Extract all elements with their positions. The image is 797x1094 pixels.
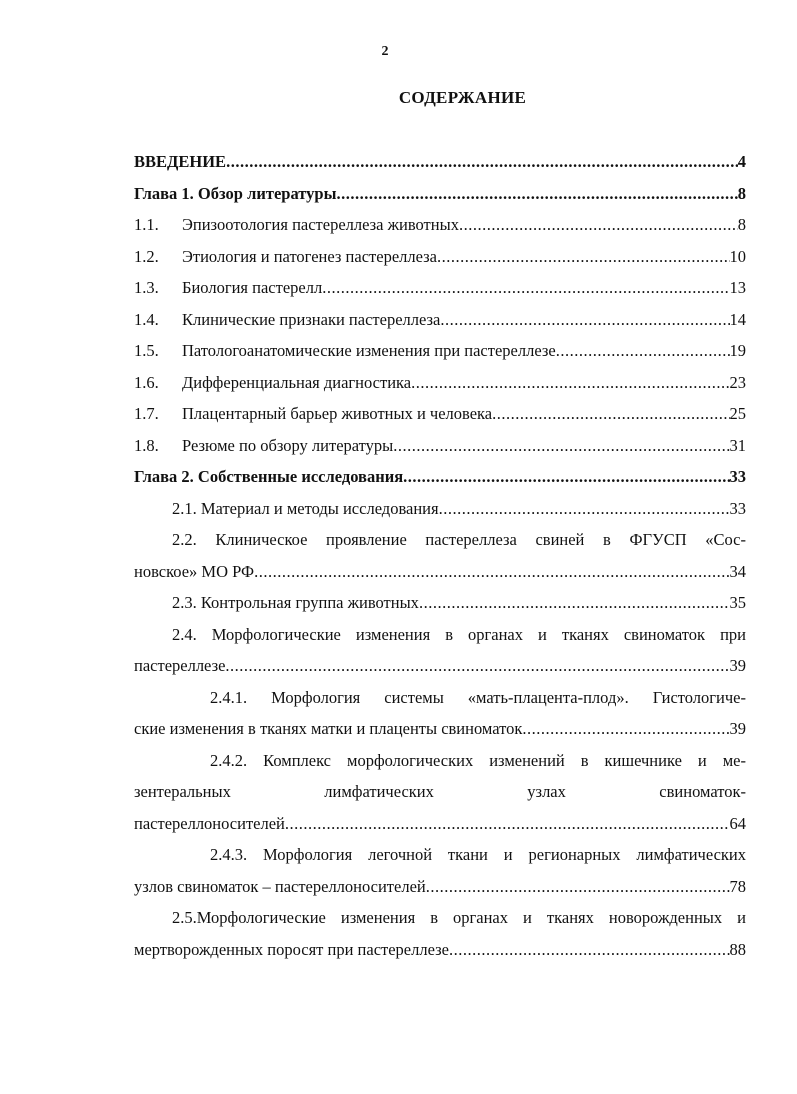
- toc-page-number: 39: [729, 656, 746, 675]
- toc-page-number: 13: [729, 278, 746, 297]
- toc-entry-text: Резюме по обзору литературы: [182, 435, 394, 455]
- toc-page-number: 25: [729, 404, 746, 423]
- toc-entry-text-line-1: 2.4.2. Комплекс морфологических изменений в кишечнике и ме-: [210, 750, 746, 770]
- toc-page-number: 23: [729, 372, 746, 392]
- toc-entry-text: ВВЕДЕНИЕ: [134, 152, 227, 171]
- toc-entry-text: Патологоанатомические изменения при пастереллезе: [182, 341, 556, 360]
- toc-entry-1-4[interactable]: [134, 304, 746, 336]
- toc-entry-2-4-2[interactable]: [134, 745, 746, 840]
- toc-page-number: 35: [729, 593, 746, 612]
- toc-word: узлах: [527, 782, 566, 801]
- toc-entry-text-line-2: ские изменения в тканях матки и плаценты свиноматок: [134, 719, 523, 738]
- toc-section-number: 1.3.: [134, 278, 159, 297]
- toc-page-number: 19: [729, 341, 746, 360]
- toc-page-number: 78: [729, 876, 746, 896]
- toc-entry-text-line-1: 2.4.1. Морфология системы «мать-плацента-плод». Гистологиче-: [210, 687, 746, 707]
- toc-page-number: 8: [737, 183, 746, 203]
- toc-entry-chapter-1[interactable]: [134, 178, 746, 210]
- dot-leader: [226, 146, 738, 178]
- toc-entry-intro[interactable]: [134, 146, 746, 178]
- toc-entry-text: Этиология и патогенез пастереллеза: [182, 246, 437, 266]
- dot-leader: [522, 713, 729, 745]
- toc-word: свиноматок-: [659, 782, 746, 801]
- toc-entry-text-line-2: [134, 776, 746, 808]
- dot-leader: [285, 808, 730, 840]
- toc-entry-2-3[interactable]: [134, 587, 746, 619]
- dot-leader: [439, 493, 730, 525]
- toc-page-number: 10: [729, 246, 746, 266]
- dot-leader: [459, 209, 738, 241]
- toc-entry-text: Дифференциальная диагностика: [182, 372, 412, 392]
- dot-leader: [426, 871, 730, 903]
- toc-entry-text: Глава 2. Собственные исследования: [134, 467, 404, 486]
- toc-page-number: 64: [729, 813, 746, 833]
- toc-entry-text-line-3: пастереллоносителей: [134, 813, 285, 833]
- dot-leader: [437, 241, 730, 273]
- dot-leader: [403, 461, 729, 493]
- dot-leader: [419, 587, 730, 619]
- toc-entry-text-line-1: 2.5.Морфологические изменения в органах и тканях новорожденных и: [172, 908, 746, 927]
- toc-entry-1-2[interactable]: [134, 241, 746, 273]
- toc-page-number: 31: [729, 435, 746, 455]
- toc-entry-2-4-3[interactable]: [134, 839, 746, 902]
- page-number: 2: [381, 44, 389, 59]
- dot-leader: [492, 398, 729, 430]
- toc-entry-1-1[interactable]: [134, 209, 746, 241]
- toc-entry-2-4[interactable]: [134, 619, 746, 682]
- toc-entry-text: Плацентарный барьер животных и человека: [182, 404, 493, 423]
- toc-entry-text: Биология пастерелл: [182, 278, 323, 297]
- toc-entry-2-4-1[interactable]: [134, 682, 746, 745]
- toc-page-number: 34: [729, 561, 746, 581]
- toc-page-number: 33: [729, 467, 746, 486]
- toc-page-number: 4: [737, 152, 746, 171]
- toc-section-number: 1.2.: [134, 246, 159, 266]
- page-title: СОДЕРЖАНИЕ: [398, 88, 527, 107]
- toc-entry-text: Клинические признаки пастереллеза: [182, 309, 441, 329]
- dot-leader: [556, 335, 730, 367]
- toc-entry-chapter-2[interactable]: [134, 461, 746, 493]
- toc-entry-2-1[interactable]: [134, 493, 746, 525]
- toc-section-number: 1.6.: [134, 372, 159, 392]
- toc-page-number: 33: [729, 498, 746, 518]
- dot-leader: [411, 367, 729, 399]
- toc-entry-1-3[interactable]: [134, 272, 746, 304]
- toc-word: лимфатических: [324, 782, 434, 801]
- table-of-contents: [134, 146, 746, 965]
- toc-entry-1-8[interactable]: [134, 430, 746, 462]
- toc-entry-text-line-2: мертворожденных поросят при пастереллезе: [134, 939, 449, 959]
- dot-leader: [393, 430, 729, 462]
- toc-entry-text-line-2: пастереллезе: [134, 656, 226, 675]
- toc-entry-text-line-1: 2.4. Морфологические изменения в органах и тканях свиноматок при: [172, 624, 746, 644]
- toc-page-number: 14: [729, 309, 746, 329]
- toc-entry-1-5[interactable]: [134, 335, 746, 367]
- toc-page-number: 88: [729, 939, 746, 959]
- dot-leader: [440, 304, 729, 336]
- toc-section-number: 1.7.: [134, 404, 159, 423]
- toc-entry-1-6[interactable]: [134, 367, 746, 399]
- toc-entry-text-line-2: новское» МО РФ: [134, 561, 255, 581]
- toc-section-number: 1.4.: [134, 309, 159, 329]
- toc-section-number: 1.5.: [134, 341, 159, 360]
- toc-entry-text-line-2: узлов свиноматок – пастереллоносителей: [134, 876, 426, 896]
- toc-entry-text: Глава 1. Обзор литературы: [134, 183, 337, 203]
- toc-entry-text-line-1: 2.4.3. Морфология легочной ткани и регионарных лимфатических: [210, 845, 746, 864]
- dot-leader: [449, 934, 730, 966]
- toc-entry-text: 2.1. Материал и методы исследования: [172, 498, 439, 518]
- toc-entry-text: Эпизоотология пастереллеза животных: [182, 215, 459, 234]
- toc-entry-2-5[interactable]: [134, 902, 746, 965]
- toc-entry-1-7[interactable]: [134, 398, 746, 430]
- toc-section-number: 1.1.: [134, 215, 159, 234]
- toc-entry-2-2[interactable]: [134, 524, 746, 587]
- toc-entry-text-line-1: 2.2. Клиническое проявление пастереллеза свиней в ФГУСП «Сос-: [172, 530, 746, 549]
- dot-leader: [225, 650, 729, 682]
- dot-leader: [337, 178, 738, 210]
- dot-leader: [322, 272, 729, 304]
- toc-word: зентеральных: [134, 782, 231, 801]
- toc-page-number: 39: [729, 719, 746, 738]
- toc-page-number: 8: [737, 215, 746, 234]
- toc-entry-text: 2.3. Контрольная группа животных: [172, 593, 419, 612]
- dot-leader: [254, 556, 729, 588]
- toc-section-number: 1.8.: [134, 435, 159, 455]
